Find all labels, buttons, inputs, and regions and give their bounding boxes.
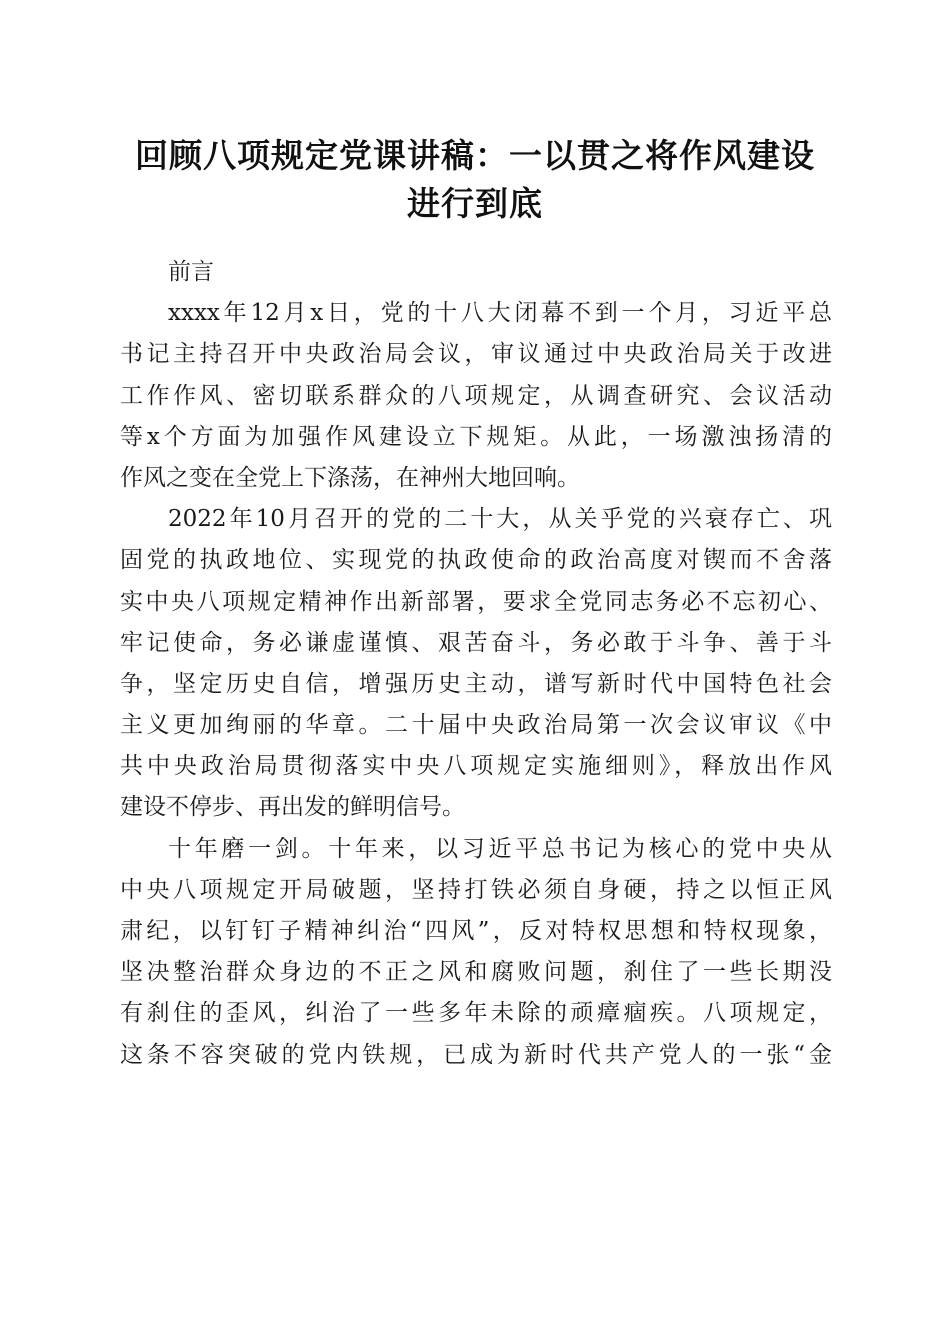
title-line-2: 进行到底 bbox=[407, 184, 543, 223]
document-body bbox=[120, 252, 832, 1076]
paragraph-line: 这条不容突破的党内铁规，已成为新时代共产党人的一张“金 bbox=[120, 1041, 832, 1068]
paragraph-line: 肃纪，以钉钉子精神纠治“四风”，反对特权思想和特权现象， bbox=[120, 918, 832, 944]
title-line-1: 回顾八项规定党课讲稿：一以贯之将作风建设 bbox=[135, 136, 815, 175]
paragraph-line: 有刹住的歪风，纠治了一些多年未除的顽瘴痼疾。八项规定， bbox=[120, 1000, 832, 1027]
paragraph-line: 坚决整治群众身边的不正之风和腐败问题，刹住了一些长期没 bbox=[120, 959, 832, 986]
paragraph-line: 十年磨一剑。十年来，以习近平总书记为核心的党中央从 bbox=[168, 835, 832, 862]
paragraph-line: 牢记使命，务必谦虚谨慎、艰苦奋斗，务必敢于斗争、善于斗 bbox=[120, 629, 832, 656]
paragraph-line: 等x个方面为加强作风建设立下规矩。从此，一场激浊扬清的 bbox=[120, 423, 832, 450]
paragraph-line: xxxx年12月x日，党的十八大闭幕不到一个月，习近平总 bbox=[168, 300, 832, 327]
paragraph-line: 2022年10月召开的党的二十大，从关乎党的兴衰存亡、巩 bbox=[168, 506, 832, 533]
paragraph-2 bbox=[120, 499, 832, 829]
paragraph-line: 主义更加绚丽的华章。二十届中央政治局第一次会议审议《中 bbox=[120, 712, 832, 739]
paragraph-line: 工作作风、密切联系群众的八项规定，从调查研究、会议活动 bbox=[120, 382, 832, 409]
section-heading: 前言 bbox=[168, 259, 214, 285]
paragraph-line: 中央八项规定开局破题，坚持打铁必须自身硬，持之以恒正风 bbox=[120, 876, 832, 903]
paragraph-line: 固党的执政地位、实现党的执政使命的政治高度对锲而不舍落 bbox=[120, 547, 832, 574]
document-title bbox=[100, 132, 850, 228]
paragraph-line: 争，坚定历史自信，增强历史主动，谱写新时代中国特色社会 bbox=[120, 670, 832, 697]
paragraph-1 bbox=[120, 293, 832, 499]
paragraph-line: 建设不停步、再出发的鲜明信号。 bbox=[120, 794, 465, 821]
paragraph-line: 实中央八项规定精神作出新部署，要求全党同志务必不忘初心、 bbox=[120, 588, 832, 615]
paragraph-line: 作风之变在全党上下涤荡，在神州大地回响。 bbox=[120, 464, 580, 491]
paragraph-line: 共中央政治局贯彻落实中央八项规定实施细则》，释放出作风 bbox=[120, 753, 832, 780]
paragraph-line: 书记主持召开中央政治局会议，审议通过中央政治局关于改进 bbox=[120, 341, 832, 368]
paragraph-3 bbox=[120, 829, 832, 1076]
